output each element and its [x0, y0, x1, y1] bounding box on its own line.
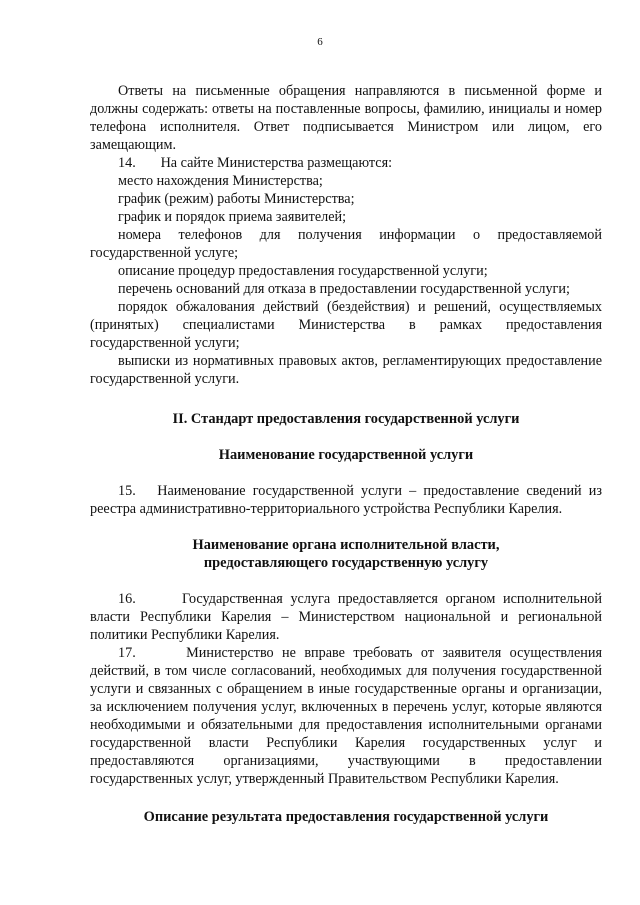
list-item: график и порядок приема заявителей;: [118, 209, 347, 225]
subsection-title-authority-line1: Наименование органа исполнительной власти,: [192, 537, 500, 553]
list-item: номера телефонов для получения информации о предоставляемой государственной услуге;: [90, 227, 602, 261]
paragraph-written-replies: Ответы на письменные обращения направляются в письменной форме и должны содержать: ответы на поставленные вопросы, фамилию, инициалы и номер телефона исполнителя. Ответ подписывается Министром или лицом, его замещающим.: [90, 83, 602, 153]
list-item: график (режим) работы Министерства;: [118, 191, 355, 207]
subsection-title-result: Описание результата предоставления государственной услуги: [143, 809, 549, 825]
paragraph-15: 15. Наименование государственной услуги – предоставление сведений из реестра административно-территориального устройства Республики Карелия.: [90, 483, 602, 517]
list-item: описание процедур предоставления государственной услуги;: [118, 263, 488, 279]
page-content: [90, 82, 602, 826]
paragraph-14: 14. На сайте Министерства размещаются:: [118, 155, 393, 171]
list-item: место нахождения Министерства;: [118, 173, 323, 189]
paragraph-16: 16. Государственная услуга предоставляется органом исполнительной власти Республики Карелия – Министерством национальной и региональной политики Республики Карелия.: [90, 591, 602, 643]
page-number: 6: [317, 36, 323, 48]
list-item: выписки из нормативных правовых актов, регламентирующих предоставление государственной услуги.: [90, 353, 602, 387]
subsection-title-service-name: Наименование государственной услуги: [218, 447, 474, 463]
paragraph-17: 17. Министерство не вправе требовать от заявителя осуществления действий, в том числе согласований, необходимых для получения государственной услуги и связанных с обращением в иные государственные органы и организации, за исключением получения услуг, включенных в перечень услуг, которые являются необходимыми и обязательными для предоставления исполнительными органами государственной власти Республики Карелия государственных услуг и предоставляются организациями, участвующими в предоставлении государственных услуг, утвержденный Правительством Республики Карелия.: [90, 645, 602, 787]
subsection-title-authority-line2: предоставляющего государственную услугу: [203, 555, 489, 571]
list-item: порядок обжалования действий (бездействия) и решений, осуществляемых (принятых) специалистами Министерства в рамках предоставления государственной услуги;: [90, 299, 602, 351]
section-title: II. Стандарт предоставления государственной услуги: [172, 411, 520, 427]
list-item: перечень оснований для отказа в предоставлении государственной услуги;: [118, 281, 570, 297]
